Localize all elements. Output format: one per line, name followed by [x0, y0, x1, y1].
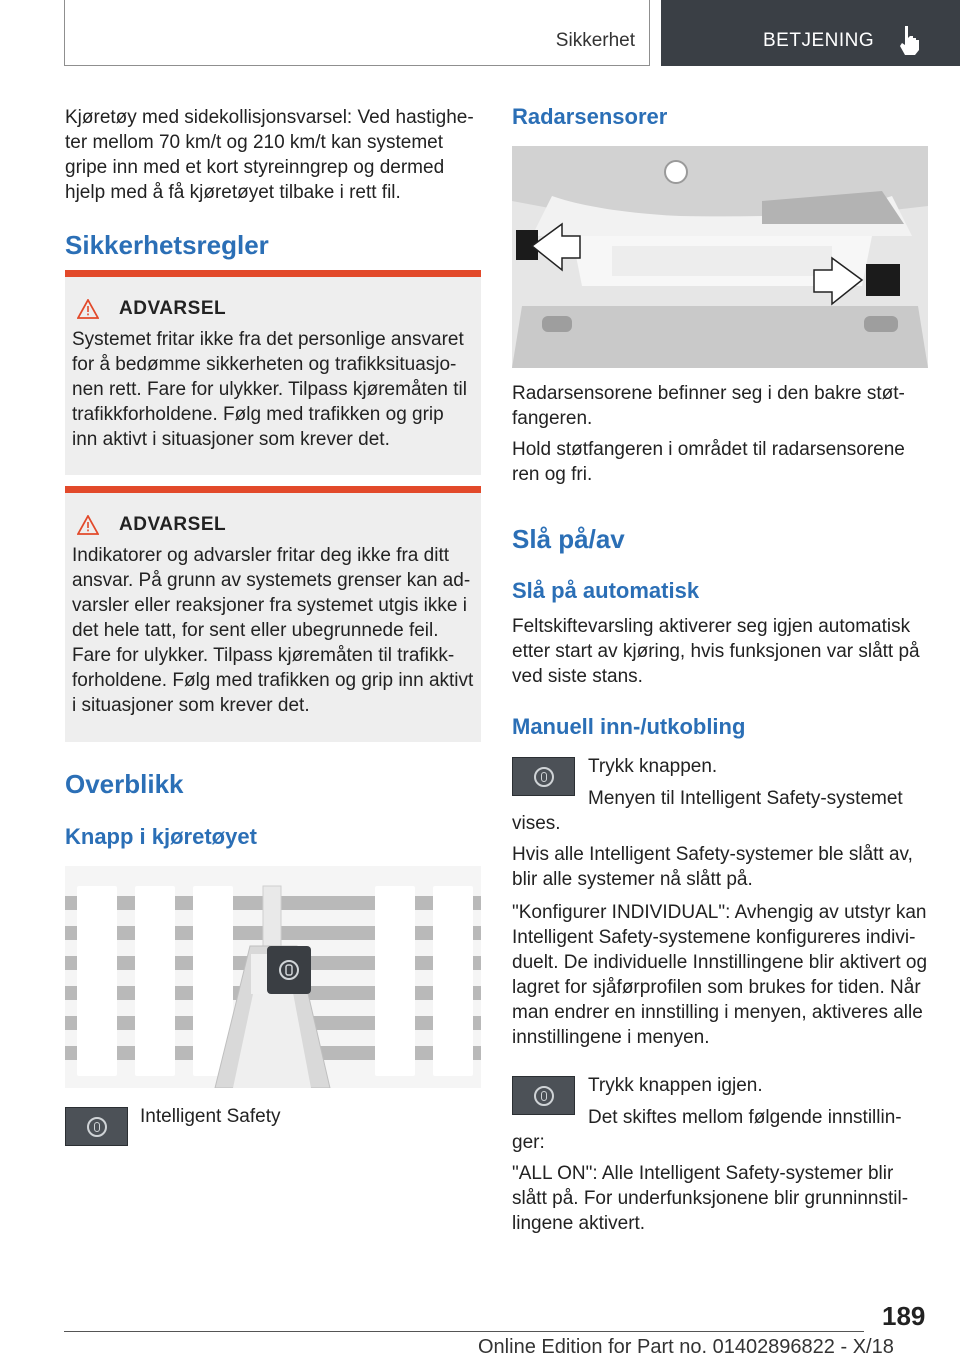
warning-title: ADVARSEL	[119, 298, 227, 319]
text-line: ren og fri.	[512, 464, 593, 485]
menu-shown-text	[588, 786, 903, 811]
header-section-tab	[64, 0, 650, 66]
header-chapter-title: BETJENING	[763, 30, 875, 51]
configure-paragraph	[512, 900, 927, 1050]
text-line: Trykk knappen.	[588, 756, 718, 777]
text-line: inn aktivt i situasjoner som krever det.	[72, 429, 390, 450]
text-line: forholdene. Følg med trafikken og grip inn aktivt	[72, 670, 474, 691]
text-line: blir alle systemer nå slått på.	[512, 869, 753, 890]
text-line: etter start av kjøring, hvis funksjonen var slått på	[512, 641, 920, 662]
text-line: duelt. De individuelle Innstillingene blir aktivert og	[512, 952, 928, 973]
warning-text	[72, 543, 473, 718]
intelligent-safety-button-icon	[512, 1076, 575, 1115]
step-press-button	[588, 754, 717, 779]
text-line: det hele tatt, for sent eller ubegrunnede feil.	[72, 620, 439, 641]
overview-heading: Overblikk	[65, 769, 184, 799]
manual-switching-heading: Manuell inn-/utkobling	[512, 714, 746, 739]
page-number: 189	[882, 1301, 926, 1331]
text-line: fangeren.	[512, 408, 593, 429]
header-chapter-tab	[661, 0, 960, 66]
radar-sensor-image	[512, 146, 928, 368]
menu-shown-text-cont	[512, 811, 561, 836]
intelligent-safety-button-icon	[65, 1107, 128, 1146]
text-line: Det skiftes mellom følgende innstillin‐	[588, 1107, 902, 1128]
switch-settings-text-cont	[512, 1130, 545, 1155]
text-line: ger:	[512, 1132, 545, 1153]
text-line: ter mellom 70 km/t og 210 km/t kan systemet	[65, 132, 444, 153]
warning-box-2	[65, 486, 481, 742]
text-line: vises.	[512, 813, 561, 834]
radar-paragraph-2	[512, 437, 905, 487]
text-line: "ALL ON": Alle Intelligent Safety-systemer blir	[512, 1163, 894, 1184]
text-line: lingene aktivert.	[512, 1213, 646, 1234]
text-line: ved siste stans.	[512, 666, 643, 687]
edition-text: Online Edition for Part no. 01402896822 - X/18	[478, 1336, 894, 1358]
text-line: Intelligent Safety-systemene konfigureres indivi‐	[512, 927, 916, 948]
button-in-vehicle-heading: Knapp i kjøretøyet	[65, 824, 257, 849]
text-line: Fare for ulykker. Tilpass kjøremåten til trafikk‐	[72, 645, 455, 666]
text-line: i situasjoner som krever det.	[72, 695, 310, 716]
text-line: Menyen til Intelligent Safety-systemet	[588, 788, 903, 809]
all-off-paragraph	[512, 842, 913, 892]
text-line: varsler eller reaksjoner fra systemet utgis ikke i	[72, 595, 467, 616]
text-line: Indikatorer og advarsler fritar deg ikke fra ditt	[72, 545, 450, 566]
text-line: Kjøretøy med sidekollisjonsvarsel: Ved hastighe‐	[65, 107, 474, 128]
text-line: Hold støtfangeren i området til radarsensorene	[512, 439, 905, 460]
automatic-on-heading: Slå på automatisk	[512, 578, 700, 603]
all-on-paragraph	[512, 1161, 908, 1236]
warning-box-1	[65, 270, 481, 475]
intelligent-safety-button-icon	[512, 757, 575, 796]
warning-triangle-icon	[77, 299, 99, 319]
footer-divider	[64, 1331, 864, 1332]
text-line: Feltskiftevarsling aktiverer seg igjen automatisk	[512, 616, 911, 637]
radar-paragraph-1	[512, 381, 905, 431]
intro-paragraph	[65, 105, 474, 205]
text-line: slått på. For underfunksjonene blir grunninnstil‐	[512, 1188, 909, 1209]
radar-sensors-heading: Radarsensorer	[512, 104, 668, 129]
text-line: Systemet fritar ikke fra det personlige ansvaret	[72, 329, 464, 350]
text-line: gripe inn med et kort styreinngrep og dermed	[65, 157, 445, 178]
text-line: nen rett. Fare for ulykker. Tilpass kjøremåten til	[72, 379, 467, 400]
automatic-paragraph	[512, 614, 920, 689]
text-line: innstillingene i menyen.	[512, 1027, 710, 1048]
text-line: lagret for sjåførprofilen som brukes for tiden. Når	[512, 977, 921, 998]
grille-button-image	[65, 866, 481, 1088]
text-line: Hvis alle Intelligent Safety-systemer ble slått av,	[512, 844, 913, 865]
text-line: Radarsensorene befinner seg i den bakre støt‐	[512, 383, 905, 404]
text-line: hjelp med å få kjøretøyet tilbake i rett fil.	[65, 182, 401, 203]
button-caption	[140, 1104, 280, 1129]
safety-rules-heading: Sikkerhetsregler	[65, 230, 269, 260]
text-line: Intelligent Safety	[140, 1106, 281, 1127]
text-line: for å bedømme sikkerheten og trafikksituasjo‐	[72, 354, 457, 375]
text-line: man endrer en innstilling i menyen, aktiveres alle	[512, 1002, 923, 1023]
text-line: Trykk knappen igjen.	[588, 1075, 763, 1096]
pointing-hand-icon	[897, 24, 923, 56]
on-off-heading: Slå på/av	[512, 524, 625, 554]
text-line: ansvar. På grunn av systemets grenser kan ad‐	[72, 570, 471, 591]
warning-title: ADVARSEL	[119, 514, 227, 535]
header-section-title: Sikkerhet	[555, 30, 635, 51]
text-line: "Konfigurer INDIVIDUAL": Avhengig av utstyr kan	[512, 902, 927, 923]
text-line: trafikkforholdene. Følg med trafikken og grip	[72, 404, 444, 425]
switch-settings-text	[588, 1105, 902, 1130]
warning-triangle-icon	[77, 515, 99, 535]
warning-text	[72, 327, 467, 452]
step-press-again	[588, 1073, 763, 1098]
